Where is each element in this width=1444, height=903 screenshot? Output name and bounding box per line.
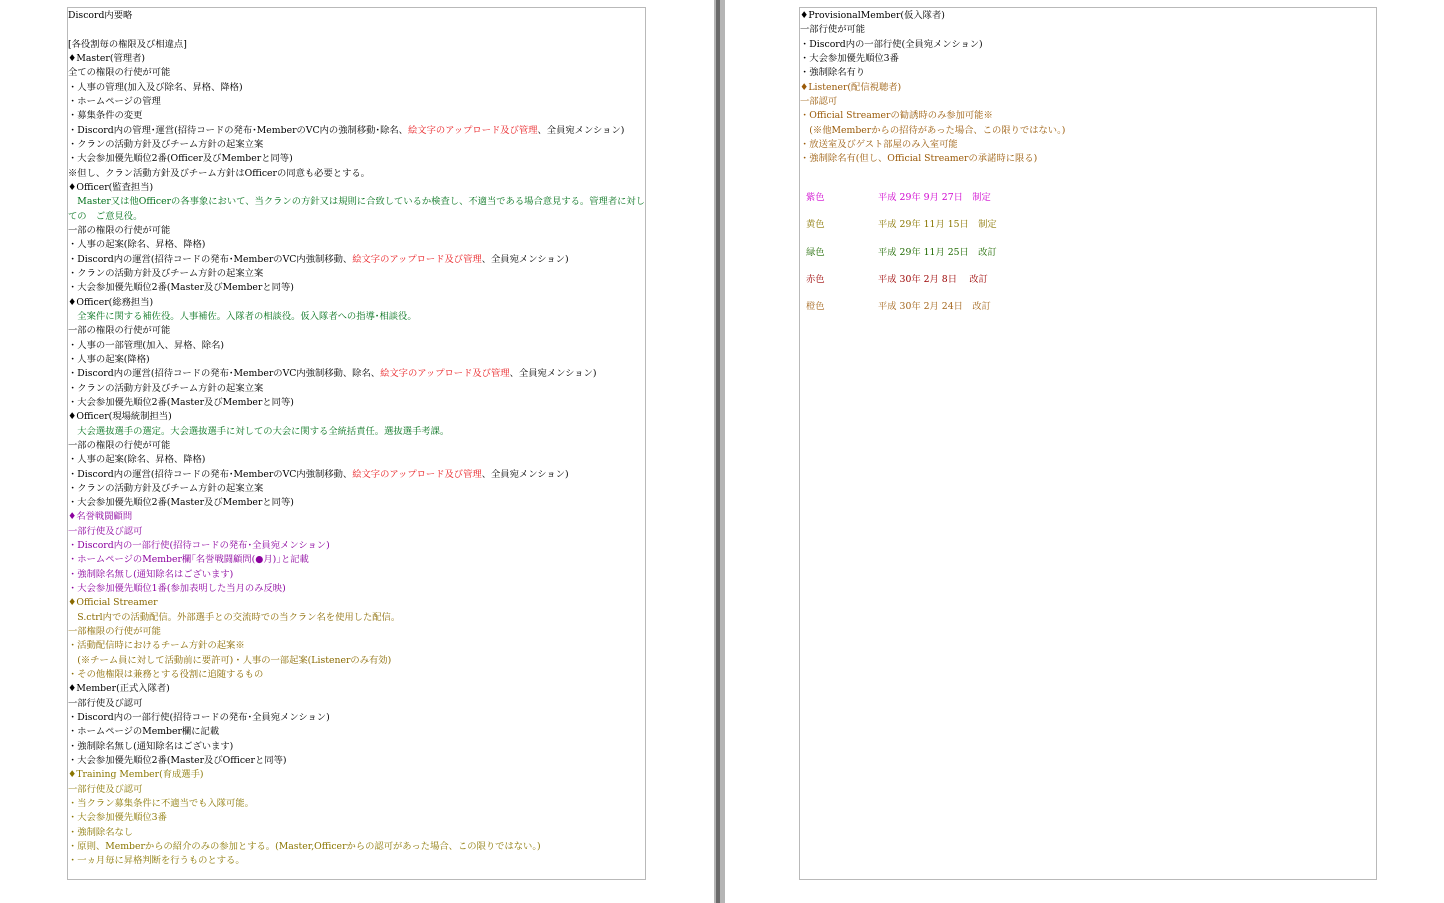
- text-line: ・募集条件の変更: [68, 110, 143, 122]
- text-line: ・大会参加優先順位3番: [800, 52, 899, 64]
- text-line: 全ての権限の行使が可能: [68, 67, 171, 79]
- text-line: ・人事の管理(加入及び除名、昇格、降格): [68, 81, 243, 93]
- text-line: ・ホームページのMember欄に記載: [68, 726, 220, 738]
- text-line: ・人事の起案(降格): [68, 353, 150, 365]
- text-line: ・大会参加優先順位2番(Officer及びMemberと同等): [68, 153, 293, 165]
- text-line: ♦ProvisionalMember(仮入隊者): [800, 10, 945, 21]
- text-line: 一部行使及び認可: [68, 697, 143, 709]
- text-line: ※但し、クラン活動方針及びチーム方針はOfficerの同意も必要とする。: [68, 167, 370, 179]
- revision-date: 平成 29年 11月 15日 制定: [878, 219, 997, 231]
- text-line: [68, 367, 645, 381]
- text-line: [68, 468, 645, 482]
- text-line: [68, 253, 645, 267]
- text-line: ・クランの活動方針及びチーム方針の起案立案: [68, 382, 264, 394]
- text-line: ・その他権限は兼務とする役割に追随するもの: [68, 669, 264, 681]
- text-line: (※他Memberからの招待があった場合、この限りではない。): [800, 124, 1066, 136]
- text-line: ・原則、Memberからの紹介のみの参加とする。(Master,Officerからの認可があった場合、この限りではない。): [68, 841, 541, 853]
- text-line: ♦Officer(現場統制担当): [68, 411, 172, 423]
- text-line: 一部行使及び認可: [68, 525, 143, 537]
- text-line: [各役割毎の権限及び相違点]: [68, 38, 187, 50]
- text-segment: 、全員宛メンション): [537, 124, 625, 136]
- page-divider-shadow: [716, 0, 720, 903]
- text-line: 大会選抜選手の選定。大会選抜選手に対しての大会に関する全統括責任。選抜選手考課。: [68, 425, 450, 437]
- text-line: ・一ヵ月毎に昇格判断を行うものとする。: [68, 855, 245, 867]
- text-line: ・活動配信時におけるチーム方針の起案※: [68, 640, 245, 652]
- text-segment: ・Discord内の運営(招待コードの発布･MemberのVC内強制移動、除名、: [68, 368, 381, 380]
- revision-color-name: 橙色: [806, 301, 825, 313]
- revision-color-name: 黄色: [806, 219, 825, 231]
- text-line: S.ctrl内での活動配信。外部選手との交流時での当クラン名を使用した配信。: [68, 611, 401, 623]
- text-line: ・クランの活動方針及びチーム方針の起案立案: [68, 267, 264, 279]
- text-segment: ・Discord内の運営(招待コードの発布･MemberのVC内強制移動、: [68, 468, 353, 480]
- highlighted-text: 絵文字のアップロード及び管理: [407, 124, 538, 136]
- revision-color-name: 緑色: [806, 246, 825, 258]
- text-line: [68, 124, 645, 138]
- text-line: ♦Officer(監査担当): [68, 181, 154, 193]
- document-page-right: [799, 7, 1377, 880]
- text-line: ・大会参加優先順位2番(Master及びMemberと同等): [68, 282, 294, 294]
- text-line: 一部の権限の行使が可能: [68, 224, 171, 236]
- highlighted-text: 絵文字のアップロード及び管理: [352, 468, 482, 480]
- text-line: Master又は他Officerの各事象において、当クランの方針又は規則に合致しているか検査し、不適当である場合意見する。管理者に対しての ご意見役。: [68, 196, 646, 222]
- text-line: ・強制除名なし: [68, 826, 134, 838]
- text-line: [68, 23, 645, 37]
- text-line: ・強制除名無し(通知除名はございます): [68, 740, 234, 752]
- text-line: ・大会参加優先順位1番(参加表明した当月のみ反映): [68, 583, 286, 595]
- text-line: ・大会参加優先順位2番(Master及びMemberと同等): [68, 396, 294, 408]
- text-line: ♦Officer(総務担当): [68, 296, 154, 308]
- text-line: ・ホームページの管理: [68, 95, 161, 107]
- page-right-text: [800, 8, 1376, 167]
- text-line: ♦Training Member(育成選手): [68, 769, 204, 781]
- text-line: ・人事の一部管理(加入、昇格、除名): [68, 339, 225, 351]
- text-line: ・当クラン募集条件に不適当でも入隊可能。: [68, 798, 254, 810]
- text-line: ♦Official Streamer: [68, 597, 158, 609]
- text-line: ・Official Streamerの勧誘時のみ参加可能※: [800, 110, 993, 122]
- text-segment: 、全員宛メンション): [509, 368, 597, 380]
- text-line: ・ホームページのMember欄｢名誉戦闘顧問(●月)｣と記載: [68, 554, 309, 566]
- text-line: ・クランの活動方針及びチーム方針の起案立案: [68, 138, 264, 150]
- revision-color-name: 紫色: [806, 192, 825, 203]
- text-segment: ・Discord内の管理･運営(招待コードの発布･MemberのVC内の強制移動･除名、: [68, 124, 408, 136]
- document-page-left: [67, 7, 646, 880]
- text-line: ・大会参加優先順位2番(Master及びMemberと同等): [68, 497, 294, 509]
- text-line: ♦名誉戦闘顧問: [68, 511, 133, 523]
- text-line: 一部の権限の行使が可能: [68, 439, 171, 451]
- text-line: ・大会参加優先順位2番(Master及びOfficerと同等): [68, 755, 287, 767]
- highlighted-text: 絵文字のアップロード及び管理: [352, 253, 482, 265]
- text-line: ・Discord内の一部行使(招待コードの発布･全員宛メンション): [68, 712, 330, 724]
- text-line: ・強制除名有り: [800, 67, 866, 79]
- text-line: ・強制除名無し(通知除名はございます): [68, 568, 234, 580]
- revision-color-name: 赤色: [806, 273, 825, 285]
- text-line: Discord内要略: [68, 10, 133, 21]
- page-left-text: [68, 8, 645, 869]
- text-line: ・人事の起案(除名、昇格、降格): [68, 454, 206, 466]
- text-line: 一部の権限の行使が可能: [68, 325, 171, 337]
- text-line: ・人事の起案(除名、昇格、降格): [68, 239, 206, 251]
- text-line: ・強制除名有(但し、Official Streamerの承諾時に限る): [800, 153, 1038, 165]
- text-segment: 、全員宛メンション): [481, 468, 569, 480]
- text-line: ・放送室及びゲスト部屋のみ入室可能: [800, 138, 958, 150]
- text-line: ♦Master(管理者): [68, 52, 145, 64]
- revision-date: 平成 29年 11月 25日 改訂: [878, 246, 997, 258]
- text-segment: ・Discord内の運営(招待コードの発布･MemberのVC内強制移動、: [68, 253, 353, 265]
- text-line: ・Discord内の一部行使(全員宛メンション): [800, 38, 983, 50]
- text-line: 一部行使が可能: [800, 24, 866, 36]
- text-line: (※チーム員に対して活動前に要許可)・人事の一部起案(Listenerのみ有効): [68, 654, 392, 666]
- highlighted-text: 絵文字のアップロード及び管理: [380, 368, 510, 380]
- text-line: 一部権限の行使が可能: [68, 626, 161, 638]
- revision-date: 平成 29年 9月 27日 制定: [878, 192, 991, 203]
- text-line: 一部認可: [800, 95, 838, 107]
- text-line: ♦Listener(配信視聴者): [800, 81, 902, 93]
- text-line: 一部行使及び認可: [68, 783, 143, 795]
- text-line: 全案件に関する補佐役。人事補佐。入隊者の相談役。仮入隊者への指導･相談役。: [68, 310, 417, 322]
- text-segment: 、全員宛メンション): [481, 253, 569, 265]
- revision-date: 平成 30年 2月 8日 改訂: [878, 273, 988, 285]
- revision-date: 平成 30年 2月 24日 改訂: [878, 301, 991, 313]
- text-line: ・大会参加優先順位3番: [68, 812, 167, 824]
- text-line: ・クランの活動方針及びチーム方針の起案立案: [68, 482, 264, 494]
- text-line: ♦Member(正式入隊者): [68, 683, 170, 695]
- text-line: ・Discord内の一部行使(招待コードの発布･全員宛メンション): [68, 540, 330, 552]
